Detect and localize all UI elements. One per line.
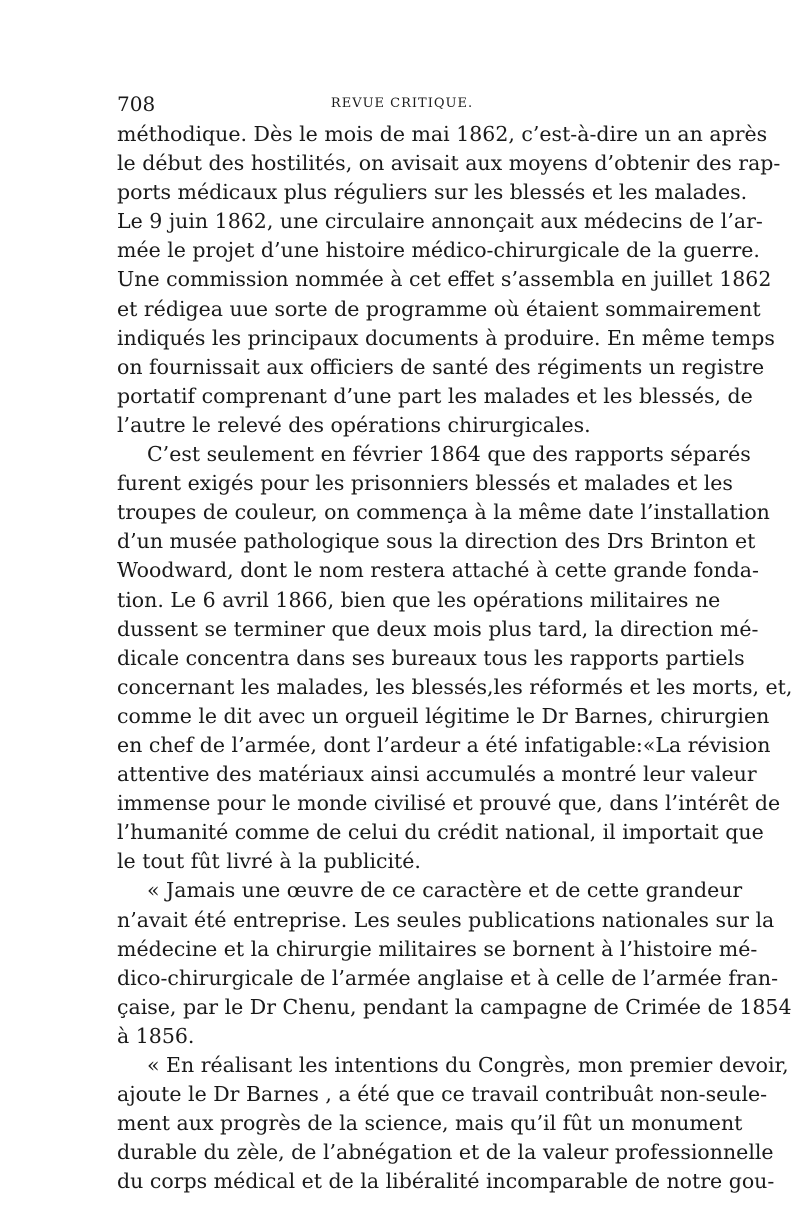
- page-header: [117, 92, 687, 122]
- text-line: et rédigea uue sorte de programme où étaient sommairement: [117, 296, 761, 321]
- text-line: en chef de l’armée, dont l’ardeur a été infatigable:«La révision: [117, 732, 771, 757]
- page-number: 708: [117, 92, 156, 116]
- text-line: Le 9 juin 1862, une circulaire annonçait aux médecins de l’ar-: [117, 209, 763, 234]
- text-line: du corps médical et de la libéralité incomparable de notre gou-: [117, 1169, 775, 1194]
- text-line: attentive des matériaux ainsi accumulés a montré leur valeur: [117, 762, 757, 787]
- text-line: comme le dit avec un orgueil légitime le Dr Barnes, chirurgien: [117, 703, 770, 728]
- text-line: indiqués les principaux documents à produire. En même temps: [117, 325, 775, 350]
- text-line: méthodique. Dès le mois de mai 1862, c’est-à-dire un an après: [117, 122, 768, 146]
- text-line: ajoute le Dr Barnes , a été que ce travail contribuât non-seule-: [117, 1082, 768, 1107]
- text-line: immense pour le monde civilisé et prouvé que, dans l’intérêt de: [117, 791, 781, 816]
- text-line: C’est seulement en février 1864 que des rapports séparés: [147, 442, 751, 467]
- text-line: d’un musée pathologique sous la direction des Drs Brinton et: [117, 529, 756, 554]
- text-line: Woodward, dont le nom restera attaché à cette grande fonda-: [117, 558, 759, 583]
- text-line: çaise, par le Dr Chenu, pendant la campagne de Crimée de 1854: [117, 994, 792, 1019]
- text-line: furent exigés pour les prisonniers blessés et malades et les: [117, 471, 733, 496]
- text-line: ment aux progrès de la science, mais qu’il fût un monument: [117, 1111, 743, 1136]
- text-line: l’autre le relevé des opérations chirurgicales.: [117, 412, 591, 437]
- text-line: durable du zèle, de l’abnégation et de la valeur professionnelle: [117, 1140, 774, 1165]
- text-line: le début des hostilités, on avisait aux moyens d’obtenir des rap-: [117, 151, 781, 176]
- running-title: REVUE CRITIQUE.: [330, 96, 474, 111]
- text-line: l’humanité comme de celui du crédit national, il importait que: [117, 820, 764, 845]
- body-text: [117, 120, 793, 1196]
- text-line: on fournissait aux officiers de santé des régiments un registre: [117, 354, 765, 379]
- text-line: « Jamais une œuvre de ce caractère et de cette grandeur: [147, 878, 743, 903]
- text-line: mée le projet d’une histoire médico-chirurgicale de la guerre.: [117, 238, 760, 263]
- text-line: concernant les malades, les blessés,les réformés et les morts, et,: [117, 674, 793, 699]
- text-line: le tout fût livré à la publicité.: [117, 849, 421, 874]
- text-line: ports médicaux plus réguliers sur les blessés et les malades.: [117, 180, 748, 205]
- text-line: médecine et la chirurgie militaires se bornent à l’histoire mé-: [117, 936, 758, 961]
- text-line: « En réalisant les intentions du Congrès, mon premier devoir,: [147, 1053, 789, 1077]
- text-line: portatif comprenant d’une part les malades et les blessés, de: [117, 383, 753, 408]
- text-line: troupes de couleur, on commença à la même date l’installation: [117, 500, 770, 525]
- text-line: tion. Le 6 avril 1866, bien que les opérations militaires ne: [117, 587, 721, 612]
- text-line: dussent se terminer que deux mois plus tard, la direction mé-: [117, 616, 759, 641]
- text-line: n’avait été entreprise. Les seules publications nationales sur la: [117, 907, 775, 932]
- text-line: dico-chirurgicale de l’armée anglaise et à celle de l’armée fran-: [117, 965, 779, 990]
- text-line: à 1856.: [117, 1023, 195, 1048]
- text-line: dicale concentra dans ses bureaux tous les rapports partiels: [117, 645, 745, 670]
- text-line: Une commission nommée à cet effet s’assembla en juillet 1862: [117, 267, 772, 292]
